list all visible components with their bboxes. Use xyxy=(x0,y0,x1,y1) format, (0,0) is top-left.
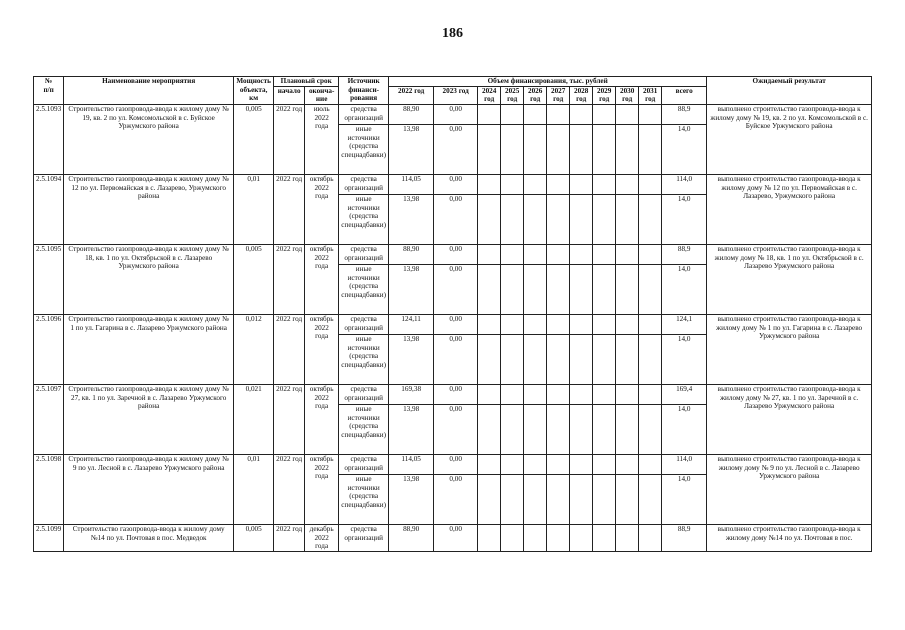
start-term: 2022 год xyxy=(274,314,305,384)
funding-source: средства организаций xyxy=(339,244,389,264)
value-2031 xyxy=(639,384,662,404)
expected-result: выполнено строительство газопровода-ввода к жилому дому № 9 по ул. Лесной в с. Лазарево Уржумского района xyxy=(707,454,872,524)
value-2028 xyxy=(570,104,593,124)
value-2022: 169,38 xyxy=(389,384,434,404)
col-year-2024-header: 2024 год xyxy=(478,86,501,104)
value-2024 xyxy=(478,524,501,551)
table-row xyxy=(34,174,872,194)
value-2026 xyxy=(524,244,547,264)
col-year-2025-header: 2025 год xyxy=(501,86,524,104)
table-row xyxy=(34,454,872,474)
col-funding-header: Объем финансирования, тыс. рублей xyxy=(389,77,707,87)
value-2028 xyxy=(570,174,593,194)
value-2026 xyxy=(524,174,547,194)
value-2023: 0,00 xyxy=(434,244,478,264)
row-number: 2.5.1099 xyxy=(34,524,64,551)
row-number: 2.5.1098 xyxy=(34,454,64,524)
value-2026 xyxy=(524,314,547,334)
value-2027 xyxy=(547,334,570,384)
value-2024 xyxy=(478,454,501,474)
value-2027 xyxy=(547,124,570,174)
value-2022: 13,98 xyxy=(389,264,434,314)
value-2022: 13,98 xyxy=(389,194,434,244)
table-row xyxy=(34,314,872,334)
value-2023: 0,00 xyxy=(434,524,478,551)
value-2028 xyxy=(570,404,593,454)
value-2022: 114,05 xyxy=(389,174,434,194)
value-2024 xyxy=(478,404,501,454)
funding-source: иные источники (средства спецнадбавки) xyxy=(339,124,389,174)
value-2024 xyxy=(478,314,501,334)
col-year-2030-header: 2030 год xyxy=(616,86,639,104)
value-2029 xyxy=(593,524,616,551)
value-2025 xyxy=(501,174,524,194)
value-2027 xyxy=(547,244,570,264)
value-2022: 114,05 xyxy=(389,454,434,474)
value-2031 xyxy=(639,334,662,384)
start-term: 2022 год xyxy=(274,174,305,244)
end-term: октябрь 2022 года xyxy=(305,244,339,314)
end-term: июль 2022 года xyxy=(305,104,339,174)
value-2030 xyxy=(616,314,639,334)
value-2028 xyxy=(570,244,593,264)
row-number: 2.5.1097 xyxy=(34,384,64,454)
capacity-value: 0,01 xyxy=(234,454,274,524)
value-2029 xyxy=(593,334,616,384)
start-term: 2022 год xyxy=(274,384,305,454)
value-2027 xyxy=(547,474,570,524)
value-2025 xyxy=(501,454,524,474)
value-2028 xyxy=(570,384,593,404)
value-2026 xyxy=(524,384,547,404)
row-number: 2.5.1096 xyxy=(34,314,64,384)
value-2030 xyxy=(616,264,639,314)
value-2030 xyxy=(616,124,639,174)
value-total: 124,1 xyxy=(662,314,707,334)
measure-name: Строительство газопровода-ввода к жилому дому № 1 по ул. Гагарина в с. Лазарево Уржумского района xyxy=(64,314,234,384)
value-2028 xyxy=(570,314,593,334)
value-total: 14,0 xyxy=(662,474,707,524)
value-2029 xyxy=(593,264,616,314)
value-2027 xyxy=(547,314,570,334)
col-year-2028-header: 2028 год xyxy=(570,86,593,104)
value-2026 xyxy=(524,524,547,551)
table-body xyxy=(34,104,872,551)
value-2028 xyxy=(570,524,593,551)
funding-source: иные источники (средства спецнадбавки) xyxy=(339,404,389,454)
value-2025 xyxy=(501,264,524,314)
value-2031 xyxy=(639,244,662,264)
value-2023: 0,00 xyxy=(434,404,478,454)
value-2030 xyxy=(616,104,639,124)
value-2026 xyxy=(524,334,547,384)
funding-source: иные источники (средства спецнадбавки) xyxy=(339,264,389,314)
value-2024 xyxy=(478,124,501,174)
start-term: 2022 год xyxy=(274,524,305,551)
value-2029 xyxy=(593,454,616,474)
measure-name: Строительство газопровода-ввода к жилому дому № 12 по ул. Первомайская в с. Лазарево, Уржумского района xyxy=(64,174,234,244)
value-2029 xyxy=(593,244,616,264)
value-2023: 0,00 xyxy=(434,474,478,524)
value-2029 xyxy=(593,404,616,454)
capacity-value: 0,005 xyxy=(234,524,274,551)
value-2028 xyxy=(570,124,593,174)
value-total: 88,9 xyxy=(662,244,707,264)
value-2029 xyxy=(593,124,616,174)
value-2027 xyxy=(547,384,570,404)
value-2027 xyxy=(547,524,570,551)
capacity-value: 0,005 xyxy=(234,244,274,314)
table-row xyxy=(34,524,872,551)
value-2022: 13,98 xyxy=(389,474,434,524)
value-2029 xyxy=(593,384,616,404)
value-2022: 88,90 xyxy=(389,524,434,551)
value-2023: 0,00 xyxy=(434,454,478,474)
col-year-2031-header: 2031 год xyxy=(639,86,662,104)
value-2023: 0,00 xyxy=(434,124,478,174)
value-2025 xyxy=(501,474,524,524)
value-total: 169,4 xyxy=(662,384,707,404)
end-term: декабрь 2022 года xyxy=(305,524,339,551)
value-2031 xyxy=(639,124,662,174)
measure-name: Строительство газопровода-ввода к жилому дому № 18, кв. 1 по ул. Октябрьской в с. Лазарево Уржумского района xyxy=(64,244,234,314)
value-2031 xyxy=(639,314,662,334)
value-total: 14,0 xyxy=(662,194,707,244)
measure-name: Строительство газопровода-ввода к жилому дому №14 по ул. Почтовая в пос. Медведок xyxy=(64,524,234,551)
value-2025 xyxy=(501,124,524,174)
value-2029 xyxy=(593,174,616,194)
funding-source: средства организаций xyxy=(339,384,389,404)
value-total: 14,0 xyxy=(662,334,707,384)
value-2028 xyxy=(570,474,593,524)
value-2028 xyxy=(570,454,593,474)
end-term: октябрь 2022 года xyxy=(305,314,339,384)
value-2024 xyxy=(478,334,501,384)
table-header xyxy=(34,77,872,105)
value-2026 xyxy=(524,124,547,174)
funding-source: средства организаций xyxy=(339,104,389,124)
value-2030 xyxy=(616,404,639,454)
value-2025 xyxy=(501,334,524,384)
value-2031 xyxy=(639,174,662,194)
col-year-2029-header: 2029 год xyxy=(593,86,616,104)
capacity-value: 0,01 xyxy=(234,174,274,244)
value-2024 xyxy=(478,264,501,314)
col-year-2026-header: 2026 год xyxy=(524,86,547,104)
value-2027 xyxy=(547,264,570,314)
table-row xyxy=(34,104,872,124)
value-2031 xyxy=(639,104,662,124)
value-total: 14,0 xyxy=(662,404,707,454)
value-2022: 88,90 xyxy=(389,104,434,124)
value-2022: 13,98 xyxy=(389,124,434,174)
funding-source: иные источники (средства спецнадбавки) xyxy=(339,334,389,384)
end-term: октябрь 2022 года xyxy=(305,174,339,244)
value-2025 xyxy=(501,524,524,551)
value-2031 xyxy=(639,404,662,454)
value-2027 xyxy=(547,194,570,244)
value-2027 xyxy=(547,454,570,474)
measure-name: Строительство газопровода-ввода к жилому дому № 19, кв. 2 по ул. Комсомольской в с. Буйское Уржумского района xyxy=(64,104,234,174)
table-row xyxy=(34,244,872,264)
value-2024 xyxy=(478,194,501,244)
col-num-header: № п/п xyxy=(34,77,64,105)
value-total: 14,0 xyxy=(662,264,707,314)
value-total: 88,9 xyxy=(662,524,707,551)
funding-source: иные источники (средства спецнадбавки) xyxy=(339,194,389,244)
value-2029 xyxy=(593,314,616,334)
value-2027 xyxy=(547,404,570,454)
value-2029 xyxy=(593,474,616,524)
value-2029 xyxy=(593,104,616,124)
table-row xyxy=(34,384,872,404)
value-2022: 13,98 xyxy=(389,404,434,454)
value-2026 xyxy=(524,454,547,474)
value-2023: 0,00 xyxy=(434,264,478,314)
measure-name: Строительство газопровода-ввода к жилому дому № 27, кв. 1 по ул. Заречной в с. Лазарево Уржумского района xyxy=(64,384,234,454)
value-2022: 88,90 xyxy=(389,244,434,264)
value-total: 14,0 xyxy=(662,124,707,174)
value-total: 114,0 xyxy=(662,174,707,194)
value-2023: 0,00 xyxy=(434,334,478,384)
value-2031 xyxy=(639,194,662,244)
measure-name: Строительство газопровода-ввода к жилому дому № 9 по ул. Лесной в с. Лазарево Уржумского района xyxy=(64,454,234,524)
value-2025 xyxy=(501,194,524,244)
value-2030 xyxy=(616,524,639,551)
row-number: 2.5.1095 xyxy=(34,244,64,314)
value-total: 114,0 xyxy=(662,454,707,474)
start-term: 2022 год xyxy=(274,104,305,174)
expected-result: выполнено строительство газопровода-ввода к жилому дому № 18, кв. 1 по ул. Октябрьской в с. Лазарево Уржумского района xyxy=(707,244,872,314)
value-2023: 0,00 xyxy=(434,174,478,194)
value-2028 xyxy=(570,334,593,384)
col-start-header: начало xyxy=(274,86,305,104)
value-2025 xyxy=(501,244,524,264)
funding-source: средства организаций xyxy=(339,524,389,551)
col-year-2027-header: 2027 год xyxy=(547,86,570,104)
value-2024 xyxy=(478,474,501,524)
value-2025 xyxy=(501,404,524,454)
col-year-2023-header: 2023 год xyxy=(434,86,478,104)
start-term: 2022 год xyxy=(274,454,305,524)
expected-result: выполнено строительство газопровода-ввода к жилому дому № 19, кв. 2 по ул. Комсомольской в с. Буйское Уржумского района xyxy=(707,104,872,174)
value-2030 xyxy=(616,384,639,404)
value-2023: 0,00 xyxy=(434,104,478,124)
value-2026 xyxy=(524,264,547,314)
col-end-header: оконча-ние xyxy=(305,86,339,104)
value-2031 xyxy=(639,264,662,314)
expected-result: выполнено строительство газопровода-ввода к жилому дому № 1 по ул. Гагарина в с. Лазарево Уржумского района xyxy=(707,314,872,384)
value-2026 xyxy=(524,194,547,244)
value-2028 xyxy=(570,264,593,314)
capacity-value: 0,012 xyxy=(234,314,274,384)
value-2026 xyxy=(524,474,547,524)
col-capacity-header: Мощность объекта, км xyxy=(234,77,274,105)
value-2028 xyxy=(570,194,593,244)
funding-source: средства организаций xyxy=(339,314,389,334)
funding-source: средства организаций xyxy=(339,454,389,474)
row-number: 2.5.1094 xyxy=(34,174,64,244)
value-2023: 0,00 xyxy=(434,194,478,244)
col-source-header: Источник финанси-рования xyxy=(339,77,389,105)
value-2023: 0,00 xyxy=(434,314,478,334)
value-2024 xyxy=(478,244,501,264)
value-2030 xyxy=(616,244,639,264)
end-term: октябрь 2022 года xyxy=(305,454,339,524)
page-number: 186 xyxy=(442,26,463,41)
value-2023: 0,00 xyxy=(434,384,478,404)
col-result-header: Ожидаемый результат xyxy=(707,77,872,105)
value-2025 xyxy=(501,104,524,124)
value-2031 xyxy=(639,524,662,551)
start-term: 2022 год xyxy=(274,244,305,314)
value-total: 88,9 xyxy=(662,104,707,124)
value-2030 xyxy=(616,334,639,384)
expected-result: выполнено строительство газопровода-ввода к жилому дому №14 по ул. Почтовая в пос. xyxy=(707,524,872,551)
value-2025 xyxy=(501,314,524,334)
value-2029 xyxy=(593,194,616,244)
funding-source: средства организаций xyxy=(339,174,389,194)
funding-table xyxy=(33,76,872,552)
value-2022: 13,98 xyxy=(389,334,434,384)
value-2031 xyxy=(639,454,662,474)
value-2031 xyxy=(639,474,662,524)
value-2025 xyxy=(501,384,524,404)
value-2027 xyxy=(547,174,570,194)
col-total-header: всего xyxy=(662,86,707,104)
end-term: октябрь 2022 года xyxy=(305,384,339,454)
value-2030 xyxy=(616,474,639,524)
value-2024 xyxy=(478,104,501,124)
value-2026 xyxy=(524,104,547,124)
value-2030 xyxy=(616,174,639,194)
value-2024 xyxy=(478,174,501,194)
value-2027 xyxy=(547,104,570,124)
value-2030 xyxy=(616,454,639,474)
col-year-2022-header: 2022 год xyxy=(389,86,434,104)
value-2030 xyxy=(616,194,639,244)
expected-result: выполнено строительство газопровода-ввода к жилому дому № 12 по ул. Первомайская в с. Лазарево, Уржумского района xyxy=(707,174,872,244)
value-2026 xyxy=(524,404,547,454)
value-2022: 124,11 xyxy=(389,314,434,334)
value-2024 xyxy=(478,384,501,404)
expected-result: выполнено строительство газопровода-ввода к жилому дому № 27, кв. 1 по ул. Заречной в с. Лазарево Уржумского района xyxy=(707,384,872,454)
row-number: 2.5.1093 xyxy=(34,104,64,174)
col-plan-term-header: Плановый срок xyxy=(274,77,339,87)
funding-source: иные источники (средства спецнадбавки) xyxy=(339,474,389,524)
col-name-header: Наименование мероприятия xyxy=(64,77,234,105)
capacity-value: 0,005 xyxy=(234,104,274,174)
capacity-value: 0,021 xyxy=(234,384,274,454)
